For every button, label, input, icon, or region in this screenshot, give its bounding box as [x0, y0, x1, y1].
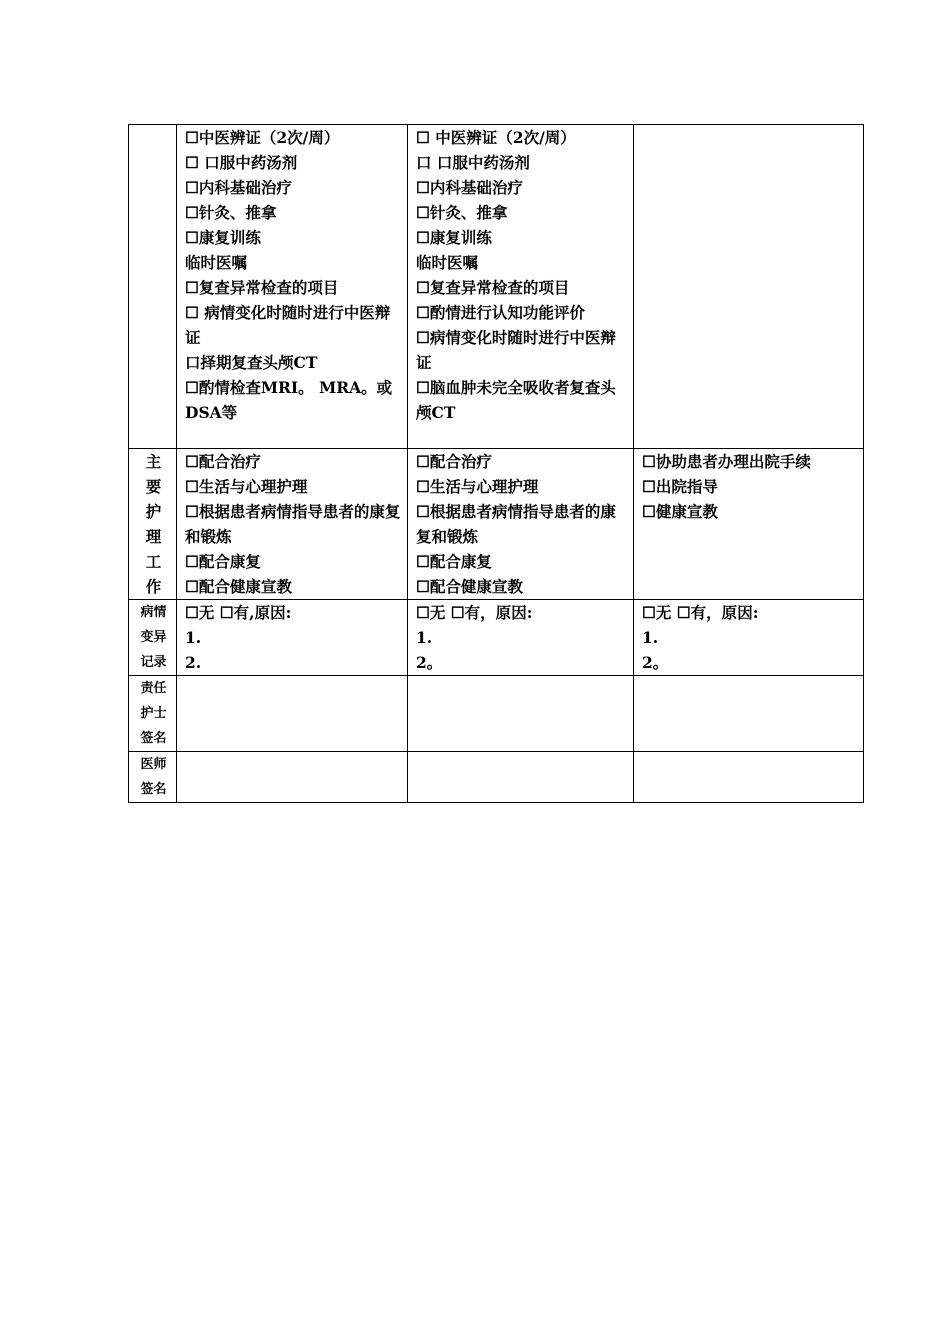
row-label-char: 作: [145, 577, 162, 596]
nursing-row: [129, 449, 864, 600]
list-item[interactable]: ☐协助患者办理出院手续: [642, 452, 811, 471]
row-label-line: 护士: [140, 706, 167, 721]
nurse-signature-label-cell: [129, 676, 177, 752]
list-item[interactable]: 口择期复查头颅CT: [185, 353, 318, 372]
clinical-pathway-table: [128, 124, 864, 803]
list-item[interactable]: ☐配合治疗: [416, 452, 492, 471]
variation-row: [129, 600, 864, 676]
list-item[interactable]: ☐酌情进行认知功能评价: [416, 303, 585, 322]
variation-reason-2[interactable]: 2。: [416, 653, 443, 672]
list-item[interactable]: ☐内科基础治疗: [416, 178, 523, 197]
row-label-line: 签名: [140, 782, 167, 797]
list-item[interactable]: ☐根据患者病情指导患者的康复和锻炼: [416, 502, 616, 546]
section-heading: 临时医嘱: [416, 253, 479, 272]
list-item[interactable]: ☐配合治疗: [185, 452, 261, 471]
list-item[interactable]: ☐病情变化时随时进行中医辩证: [416, 328, 616, 372]
list-item[interactable]: ☐针灸、推拿: [185, 203, 277, 222]
list-item[interactable]: ☐复查异常检查的项目: [416, 278, 570, 297]
variation-cell-day2: [408, 600, 634, 676]
nursing-cell-day3: [634, 449, 864, 600]
row-label-line: 变异: [140, 630, 167, 645]
list-item[interactable]: ☐ 口服中药汤剂: [185, 153, 298, 172]
variation-reason-1[interactable]: 1.: [642, 628, 659, 647]
list-item[interactable]: ☐中医辨证（2次/周）: [185, 128, 340, 147]
orders-cell-day2: [408, 125, 634, 449]
row-label-line: 记录: [140, 655, 167, 670]
variation-reason-1[interactable]: 1.: [416, 628, 433, 647]
nurse-signature-field-day3[interactable]: [634, 676, 864, 752]
list-item[interactable]: ☐健康宣教: [642, 502, 718, 521]
row-label-char: 要: [145, 477, 162, 496]
list-item[interactable]: 口 口服中药汤剂: [416, 153, 530, 172]
variation-choice[interactable]: ☐无 ☐有，原因:: [642, 603, 759, 622]
row-label-line: 签名: [140, 731, 167, 746]
nurse-signature-field-day2[interactable]: [408, 676, 634, 752]
list-item[interactable]: ☐配合健康宣教: [416, 577, 523, 596]
variation-reason-2[interactable]: 2.: [185, 653, 202, 672]
row-label-char: 护: [145, 502, 162, 521]
nurse-signature-field-day1[interactable]: [177, 676, 408, 752]
row-label-line: 医师: [140, 757, 167, 772]
list-item[interactable]: ☐ 中医辨证（2次/周）: [416, 128, 576, 147]
doctor-signature-field-day2[interactable]: [408, 752, 634, 803]
variation-cell-day1: [177, 600, 408, 676]
list-item[interactable]: ☐酌情检查MRI。 MRA。或DSA等: [185, 378, 393, 422]
nursing-label-cell: [129, 449, 177, 600]
orders-label-cell: [129, 125, 177, 449]
row-label-char: 工: [145, 552, 162, 571]
row-label-line: 责任: [140, 681, 167, 696]
row-label-line: 病情: [140, 605, 167, 620]
nurse-signature-row: [129, 676, 864, 752]
variation-choice[interactable]: ☐无 ☐有，原因:: [416, 603, 533, 622]
row-label-char: 理: [145, 527, 162, 546]
list-item[interactable]: ☐生活与心理护理: [416, 477, 539, 496]
orders-row: [129, 125, 864, 449]
list-item[interactable]: ☐康复训练: [416, 228, 492, 247]
variation-reason-1[interactable]: 1.: [185, 628, 202, 647]
doctor-signature-field-day3[interactable]: [634, 752, 864, 803]
doctor-signature-field-day1[interactable]: [177, 752, 408, 803]
variation-reason-2[interactable]: 2。: [642, 653, 669, 672]
section-heading: 临时医嘱: [185, 253, 248, 272]
list-item[interactable]: ☐针灸、推拿: [416, 203, 508, 222]
list-item[interactable]: ☐根据患者病情指导患者的康复和锻炼: [185, 502, 401, 546]
variation-choice[interactable]: ☐无 ☐有,原因:: [185, 603, 292, 622]
doctor-signature-row: [129, 752, 864, 803]
orders-cell-day1: [177, 125, 408, 449]
nursing-cell-day2: [408, 449, 634, 600]
nursing-cell-day1: [177, 449, 408, 600]
row-label-char: 主: [145, 452, 162, 471]
list-item[interactable]: ☐生活与心理护理: [185, 477, 308, 496]
list-item[interactable]: ☐康复训练: [185, 228, 261, 247]
variation-label-cell: [129, 600, 177, 676]
list-item[interactable]: ☐配合康复: [416, 552, 492, 571]
list-item[interactable]: ☐脑血肿未完全吸收者复查头颅CT: [416, 378, 616, 422]
list-item[interactable]: ☐出院指导: [642, 477, 718, 496]
list-item[interactable]: ☐内科基础治疗: [185, 178, 292, 197]
list-item[interactable]: ☐配合康复: [185, 552, 261, 571]
variation-cell-day3: [634, 600, 864, 676]
list-item[interactable]: ☐配合健康宣教: [185, 577, 292, 596]
list-item[interactable]: ☐ 病情变化时随时进行中医辩证: [185, 303, 391, 347]
doctor-signature-label-cell: [129, 752, 177, 803]
orders-cell-day3: [634, 125, 864, 449]
list-item[interactable]: ☐复查异常检查的项目: [185, 278, 339, 297]
